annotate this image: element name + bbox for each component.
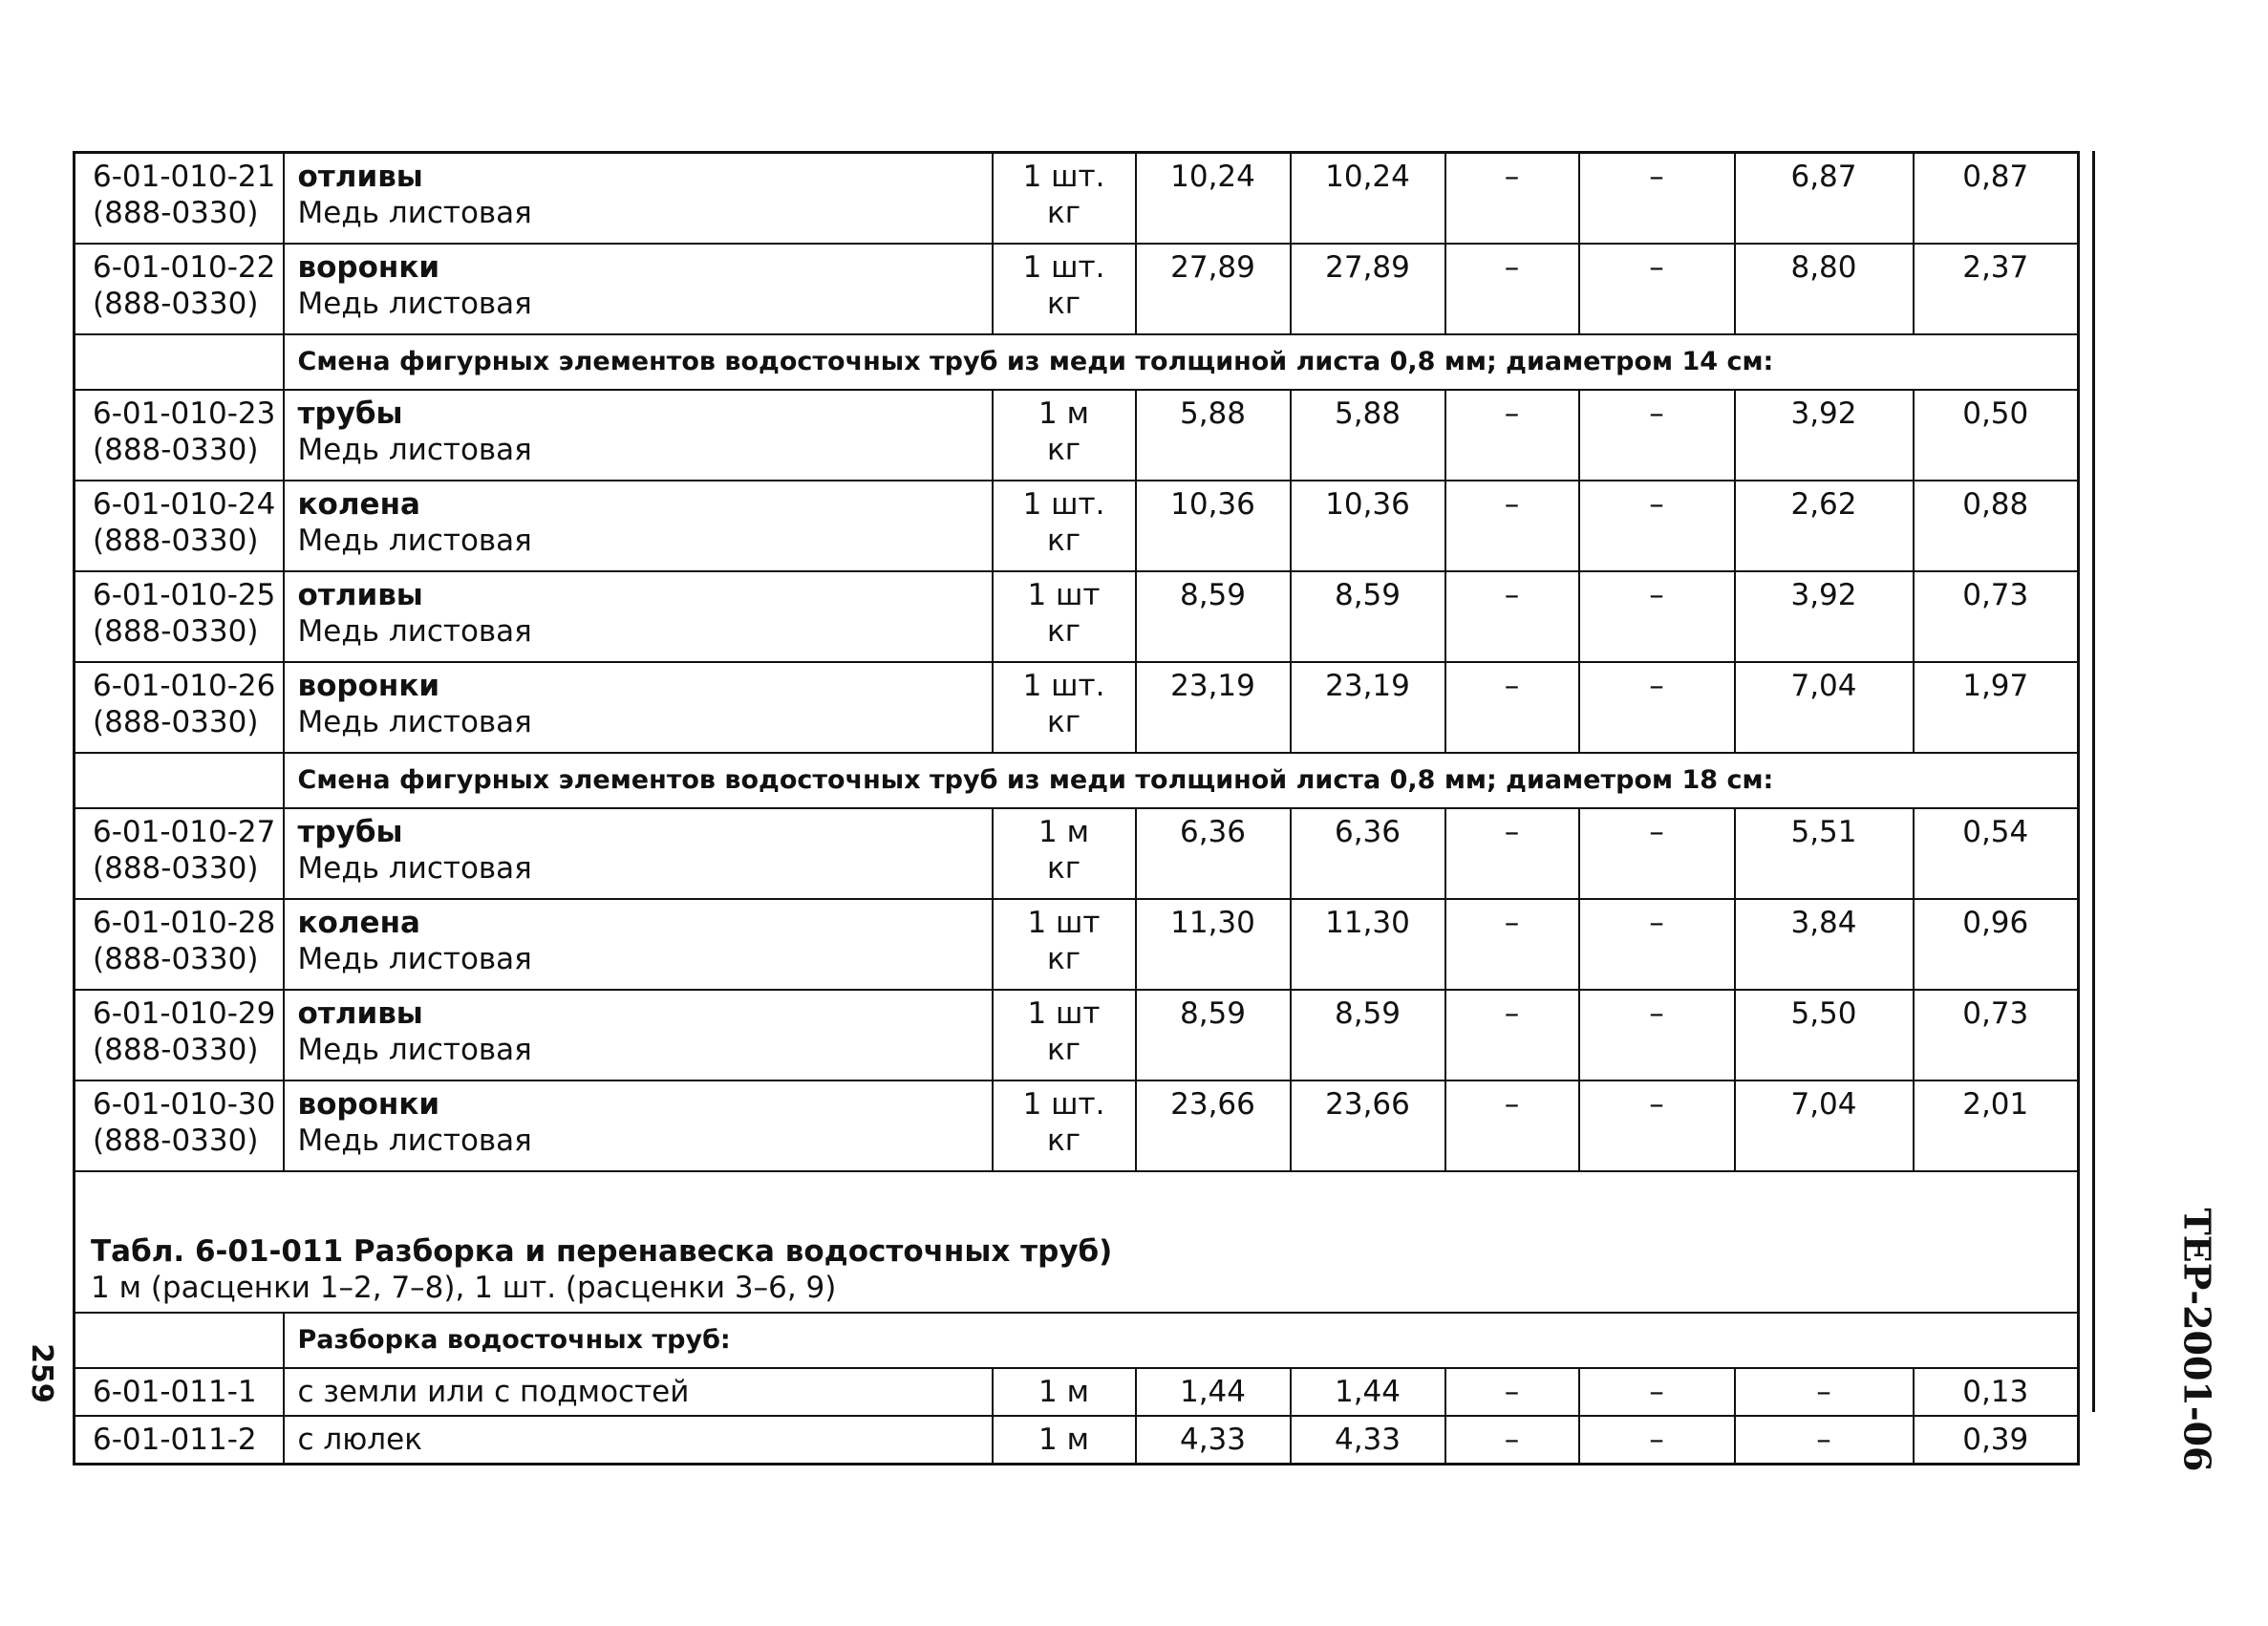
unit-material: кг bbox=[1046, 705, 1081, 739]
unit: 1 м bbox=[1038, 815, 1089, 849]
value-cell-c1 bbox=[1136, 990, 1291, 1080]
code-cell bbox=[75, 662, 284, 753]
value-c5: 5,50 bbox=[1790, 996, 1857, 1031]
value-cell-c5 bbox=[1735, 808, 1914, 899]
resource-code: (888-0330) bbox=[93, 1123, 259, 1158]
table-row bbox=[75, 990, 2079, 1080]
rate-code: 6-01-010-29 bbox=[93, 996, 276, 1031]
value-c5: – bbox=[1816, 1375, 1831, 1409]
value-c2: 8,59 bbox=[1334, 996, 1401, 1031]
rate-code: 6-01-010-26 bbox=[93, 669, 276, 703]
resource-code: (888-0330) bbox=[93, 524, 259, 558]
value-cell-c3 bbox=[1445, 390, 1579, 481]
value-cell-c4 bbox=[1579, 662, 1735, 753]
side-rule bbox=[2092, 151, 2095, 1412]
value-c1: 11,30 bbox=[1170, 906, 1255, 940]
table-title-row bbox=[75, 1171, 2079, 1313]
unit: 1 шт bbox=[1027, 578, 1101, 612]
value-c2: 4,33 bbox=[1334, 1423, 1401, 1457]
value-cell-c1 bbox=[1136, 1080, 1291, 1171]
value-cell-c4 bbox=[1579, 390, 1735, 481]
unit-cell bbox=[993, 662, 1136, 753]
value-c4: – bbox=[1649, 906, 1664, 940]
section-heading-text: Смена фигурных элементов водосточных труб из меди толщиной листа 0,8 мм; диаметром 14 см: bbox=[297, 347, 1774, 376]
material-name: Медь листовая bbox=[297, 196, 532, 230]
material-name: Медь листовая bbox=[297, 524, 532, 558]
name-cell bbox=[284, 808, 993, 899]
value-cell-c1 bbox=[1136, 244, 1291, 334]
value-cell-c5 bbox=[1735, 990, 1914, 1080]
name-cell bbox=[284, 571, 993, 662]
price-table bbox=[73, 151, 2080, 1466]
code-cell bbox=[75, 390, 284, 481]
value-c4: – bbox=[1649, 669, 1664, 703]
unit-material: кг bbox=[1046, 196, 1081, 230]
material-name: Медь листовая bbox=[297, 705, 532, 739]
value-cell-c6 bbox=[1914, 390, 2079, 481]
value-c2: 23,19 bbox=[1325, 669, 1410, 703]
value-cell-c4 bbox=[1579, 1416, 1735, 1465]
table-row bbox=[75, 1416, 2079, 1465]
unit-material: кг bbox=[1046, 942, 1081, 976]
code-cell bbox=[75, 1416, 284, 1465]
value-c2: 10,24 bbox=[1325, 160, 1410, 194]
value-cell-c2 bbox=[1291, 153, 1445, 245]
value-c2: 23,66 bbox=[1325, 1087, 1410, 1122]
unit-cell bbox=[993, 808, 1136, 899]
value-c1: 27,89 bbox=[1170, 250, 1255, 285]
value-c4: – bbox=[1649, 815, 1664, 849]
value-c6: 2,01 bbox=[1962, 1087, 2029, 1122]
table-row bbox=[75, 390, 2079, 481]
value-c6: 0,73 bbox=[1962, 996, 2029, 1031]
value-cell-c3 bbox=[1445, 153, 1579, 245]
unit: 1 м bbox=[1038, 396, 1089, 431]
value-cell-c6 bbox=[1914, 662, 2079, 753]
value-cell-c4 bbox=[1579, 899, 1735, 990]
value-c2: 8,59 bbox=[1334, 578, 1401, 612]
name-cell bbox=[284, 990, 993, 1080]
unit: 1 шт. bbox=[1022, 669, 1105, 703]
unit-material: кг bbox=[1046, 614, 1081, 649]
value-cell-c5 bbox=[1735, 481, 1914, 571]
table-row bbox=[75, 571, 2079, 662]
table-row bbox=[75, 153, 2079, 245]
value-c6: 0,87 bbox=[1962, 160, 2029, 194]
value-cell-c6 bbox=[1914, 1416, 2079, 1465]
value-cell-c2 bbox=[1291, 662, 1445, 753]
table-title: Табл. 6-01-011 Разборка и перенавеска водосточных труб) bbox=[91, 1234, 1113, 1269]
value-c1: 23,66 bbox=[1170, 1087, 1255, 1122]
side-title bbox=[2140, 1206, 2236, 1472]
rate-code: 6-01-011-2 bbox=[93, 1423, 257, 1457]
value-c3: – bbox=[1504, 906, 1520, 940]
resource-code: (888-0330) bbox=[93, 942, 259, 976]
value-cell-c2 bbox=[1291, 808, 1445, 899]
code-cell bbox=[75, 481, 284, 571]
value-c4: – bbox=[1649, 160, 1664, 194]
value-c4: – bbox=[1649, 250, 1664, 285]
material-name: Медь листовая bbox=[297, 1123, 532, 1158]
value-cell-c5 bbox=[1735, 153, 1914, 245]
value-cell-c2 bbox=[1291, 1080, 1445, 1171]
name-cell bbox=[284, 662, 993, 753]
value-cell-c4 bbox=[1579, 990, 1735, 1080]
material-name: Медь листовая bbox=[297, 433, 532, 467]
value-c2: 6,36 bbox=[1334, 815, 1401, 849]
value-cell-c3 bbox=[1445, 1416, 1579, 1465]
value-c6: 0,73 bbox=[1962, 578, 2029, 612]
unit-cell bbox=[993, 1368, 1136, 1416]
rate-code: 6-01-010-22 bbox=[93, 250, 276, 285]
work-name: трубы bbox=[297, 396, 403, 431]
side-title-text: ТЕР-2001-06 bbox=[2175, 1208, 2219, 1472]
value-c4: – bbox=[1649, 396, 1664, 431]
unit-material: кг bbox=[1046, 1033, 1081, 1067]
name-cell bbox=[284, 899, 993, 990]
unit: 1 шт. bbox=[1022, 160, 1105, 194]
work-name: отливы bbox=[297, 160, 423, 194]
unit-cell bbox=[993, 1416, 1136, 1465]
value-cell-c3 bbox=[1445, 899, 1579, 990]
value-c3: – bbox=[1504, 487, 1520, 522]
table-row bbox=[75, 1080, 2079, 1171]
name-cell bbox=[284, 1416, 993, 1465]
value-cell-c5 bbox=[1735, 1416, 1914, 1465]
value-cell-c6 bbox=[1914, 1080, 2079, 1171]
code-cell bbox=[75, 1080, 284, 1171]
value-cell-c6 bbox=[1914, 990, 2079, 1080]
value-c4: – bbox=[1649, 996, 1664, 1031]
value-c3: – bbox=[1504, 160, 1520, 194]
value-cell-c5 bbox=[1735, 390, 1914, 481]
value-c1: 23,19 bbox=[1170, 669, 1255, 703]
name-cell bbox=[284, 1368, 993, 1416]
section-heading bbox=[284, 1313, 2079, 1368]
page-number-text: 259 bbox=[24, 1343, 58, 1403]
work-description: с земли или с подмостей bbox=[297, 1375, 690, 1409]
unit-material: кг bbox=[1046, 851, 1081, 886]
name-cell bbox=[284, 1080, 993, 1171]
resource-code: (888-0330) bbox=[93, 1033, 259, 1067]
empty-code-cell bbox=[75, 334, 284, 390]
unit-cell bbox=[993, 1080, 1136, 1171]
work-name: отливы bbox=[297, 578, 423, 612]
value-cell-c6 bbox=[1914, 244, 2079, 334]
value-cell-c4 bbox=[1579, 1368, 1735, 1416]
work-name: отливы bbox=[297, 996, 423, 1031]
unit-cell bbox=[993, 990, 1136, 1080]
resource-code: (888-0330) bbox=[93, 851, 259, 886]
value-cell-c2 bbox=[1291, 1416, 1445, 1465]
work-name: воронки bbox=[297, 1087, 440, 1122]
rate-code: 6-01-010-23 bbox=[93, 396, 276, 431]
value-cell-c2 bbox=[1291, 1368, 1445, 1416]
work-name: трубы bbox=[297, 815, 403, 849]
name-cell bbox=[284, 244, 993, 334]
value-c5: 6,87 bbox=[1790, 160, 1857, 194]
code-cell bbox=[75, 153, 284, 245]
work-description: с люлек bbox=[297, 1423, 422, 1457]
material-name: Медь листовая bbox=[297, 942, 532, 976]
value-c3: – bbox=[1504, 396, 1520, 431]
value-c5: 3,84 bbox=[1790, 906, 1857, 940]
page-number bbox=[11, 1343, 69, 1403]
resource-code: (888-0330) bbox=[93, 196, 259, 230]
value-cell-c5 bbox=[1735, 571, 1914, 662]
value-c5: 7,04 bbox=[1790, 669, 1857, 703]
value-cell-c5 bbox=[1735, 244, 1914, 334]
rate-code: 6-01-010-30 bbox=[93, 1087, 276, 1122]
unit-cell bbox=[993, 899, 1136, 990]
value-cell-c5 bbox=[1735, 1080, 1914, 1171]
table-body bbox=[75, 153, 2079, 1465]
unit: 1 шт bbox=[1027, 996, 1101, 1031]
unit-cell bbox=[993, 153, 1136, 245]
value-cell-c5 bbox=[1735, 1368, 1914, 1416]
value-c1: 6,36 bbox=[1179, 815, 1247, 849]
work-name: колена bbox=[297, 906, 420, 940]
value-cell-c2 bbox=[1291, 481, 1445, 571]
value-c1: 4,33 bbox=[1179, 1423, 1247, 1457]
section-heading bbox=[284, 334, 2079, 390]
unit: 1 шт. bbox=[1022, 1087, 1105, 1122]
table-row bbox=[75, 662, 2079, 753]
value-c5: 7,04 bbox=[1790, 1087, 1857, 1122]
name-cell bbox=[284, 153, 993, 245]
value-c3: – bbox=[1504, 815, 1520, 849]
unit: 1 шт. bbox=[1022, 250, 1105, 285]
value-cell-c1 bbox=[1136, 1368, 1291, 1416]
resource-code: (888-0330) bbox=[93, 287, 259, 321]
value-cell-c1 bbox=[1136, 390, 1291, 481]
empty-code-cell bbox=[75, 1313, 284, 1368]
value-c4: – bbox=[1649, 1423, 1664, 1457]
table-row bbox=[75, 481, 2079, 571]
value-cell-c2 bbox=[1291, 390, 1445, 481]
table-units: 1 м (расценки 1–2, 7–8), 1 шт. (расценки 3–6, 9) bbox=[91, 1271, 837, 1305]
value-c1: 5,88 bbox=[1179, 396, 1247, 431]
value-c6: 0,50 bbox=[1962, 396, 2029, 431]
value-c2: 5,88 bbox=[1334, 396, 1401, 431]
value-c4: – bbox=[1649, 1087, 1664, 1122]
value-cell-c4 bbox=[1579, 808, 1735, 899]
value-cell-c3 bbox=[1445, 662, 1579, 753]
resource-code: (888-0330) bbox=[93, 433, 259, 467]
value-cell-c4 bbox=[1579, 244, 1735, 334]
value-cell-c1 bbox=[1136, 481, 1291, 571]
code-cell bbox=[75, 1368, 284, 1416]
value-c6: 0,88 bbox=[1962, 487, 2029, 522]
value-c6: 1,97 bbox=[1962, 669, 2029, 703]
value-cell-c6 bbox=[1914, 1368, 2079, 1416]
value-c2: 10,36 bbox=[1325, 487, 1410, 522]
unit-material: кг bbox=[1046, 433, 1081, 467]
table-row bbox=[75, 808, 2079, 899]
code-cell bbox=[75, 808, 284, 899]
rate-code: 6-01-010-25 bbox=[93, 578, 276, 612]
code-cell bbox=[75, 571, 284, 662]
value-cell-c1 bbox=[1136, 153, 1291, 245]
section-heading-row bbox=[75, 753, 2079, 808]
value-c3: – bbox=[1504, 1375, 1520, 1409]
section-heading bbox=[284, 753, 2079, 808]
value-c4: – bbox=[1649, 578, 1664, 612]
value-cell-c2 bbox=[1291, 899, 1445, 990]
value-cell-c6 bbox=[1914, 153, 2079, 245]
value-c1: 10,24 bbox=[1170, 160, 1255, 194]
unit: 1 м bbox=[1038, 1375, 1089, 1409]
value-cell-c3 bbox=[1445, 1080, 1579, 1171]
value-c5: 2,62 bbox=[1790, 487, 1857, 522]
unit: 1 шт. bbox=[1022, 487, 1105, 522]
value-cell-c2 bbox=[1291, 990, 1445, 1080]
value-c3: – bbox=[1504, 578, 1520, 612]
table-row bbox=[75, 244, 2079, 334]
value-cell-c1 bbox=[1136, 808, 1291, 899]
value-cell-c1 bbox=[1136, 899, 1291, 990]
value-cell-c6 bbox=[1914, 808, 2079, 899]
unit-material: кг bbox=[1046, 1123, 1081, 1158]
code-cell bbox=[75, 899, 284, 990]
value-cell-c1 bbox=[1136, 662, 1291, 753]
value-cell-c3 bbox=[1445, 990, 1579, 1080]
work-name: воронки bbox=[297, 669, 440, 703]
value-cell-c2 bbox=[1291, 571, 1445, 662]
value-c5: 3,92 bbox=[1790, 396, 1857, 431]
name-cell bbox=[284, 390, 993, 481]
value-c5: 5,51 bbox=[1790, 815, 1857, 849]
section-heading-row bbox=[75, 1313, 2079, 1368]
section-heading-row bbox=[75, 334, 2079, 390]
section-heading-text: Смена фигурных элементов водосточных труб из меди толщиной листа 0,8 мм; диаметром 18 см: bbox=[297, 765, 1774, 795]
value-cell-c3 bbox=[1445, 571, 1579, 662]
unit-cell bbox=[993, 390, 1136, 481]
table-title-cell bbox=[75, 1171, 2079, 1313]
work-name: колена bbox=[297, 487, 420, 522]
material-name: Медь листовая bbox=[297, 1033, 532, 1067]
value-cell-c6 bbox=[1914, 481, 2079, 571]
unit-cell bbox=[993, 481, 1136, 571]
value-c6: 0,13 bbox=[1962, 1375, 2029, 1409]
value-c6: 0,96 bbox=[1962, 906, 2029, 940]
value-c5: 3,92 bbox=[1790, 578, 1857, 612]
value-c4: – bbox=[1649, 487, 1664, 522]
value-c1: 8,59 bbox=[1179, 578, 1247, 612]
material-name: Медь листовая bbox=[297, 614, 532, 649]
code-cell bbox=[75, 244, 284, 334]
value-cell-c4 bbox=[1579, 1080, 1735, 1171]
unit-material: кг bbox=[1046, 524, 1081, 558]
resource-code: (888-0330) bbox=[93, 705, 259, 739]
rate-code: 6-01-010-21 bbox=[93, 160, 276, 194]
empty-code-cell bbox=[75, 753, 284, 808]
unit-material: кг bbox=[1046, 287, 1081, 321]
value-c2: 11,30 bbox=[1325, 906, 1410, 940]
work-name: воронки bbox=[297, 250, 440, 285]
value-cell-c4 bbox=[1579, 153, 1735, 245]
rate-code: 6-01-010-28 bbox=[93, 906, 276, 940]
table-row bbox=[75, 899, 2079, 990]
value-c4: – bbox=[1649, 1375, 1664, 1409]
value-c3: – bbox=[1504, 1423, 1520, 1457]
rate-code: 6-01-010-27 bbox=[93, 815, 276, 849]
value-c3: – bbox=[1504, 1087, 1520, 1122]
value-cell-c1 bbox=[1136, 571, 1291, 662]
value-cell-c3 bbox=[1445, 244, 1579, 334]
value-cell-c3 bbox=[1445, 1368, 1579, 1416]
value-c3: – bbox=[1504, 250, 1520, 285]
value-cell-c4 bbox=[1579, 481, 1735, 571]
value-c6: 0,54 bbox=[1962, 815, 2029, 849]
value-cell-c3 bbox=[1445, 481, 1579, 571]
resource-code: (888-0330) bbox=[93, 614, 259, 649]
value-c1: 10,36 bbox=[1170, 487, 1255, 522]
code-cell bbox=[75, 990, 284, 1080]
value-cell-c3 bbox=[1445, 808, 1579, 899]
value-c5: 8,80 bbox=[1790, 250, 1857, 285]
value-cell-c5 bbox=[1735, 662, 1914, 753]
value-cell-c6 bbox=[1914, 571, 2079, 662]
value-c6: 0,39 bbox=[1962, 1423, 2029, 1457]
value-cell-c1 bbox=[1136, 1416, 1291, 1465]
value-c1: 1,44 bbox=[1179, 1375, 1247, 1409]
value-c3: – bbox=[1504, 996, 1520, 1031]
value-c5: – bbox=[1816, 1423, 1831, 1457]
material-name: Медь листовая bbox=[297, 287, 532, 321]
material-name: Медь листовая bbox=[297, 851, 532, 886]
value-c1: 8,59 bbox=[1179, 996, 1247, 1031]
value-cell-c6 bbox=[1914, 899, 2079, 990]
value-cell-c4 bbox=[1579, 571, 1735, 662]
table-row bbox=[75, 1368, 2079, 1416]
rate-code: 6-01-010-24 bbox=[93, 487, 276, 522]
section-heading-text: Разборка водосточных труб: bbox=[297, 1325, 731, 1355]
value-cell-c5 bbox=[1735, 899, 1914, 990]
value-c3: – bbox=[1504, 669, 1520, 703]
value-c2: 27,89 bbox=[1325, 250, 1410, 285]
value-c2: 1,44 bbox=[1334, 1375, 1401, 1409]
value-cell-c2 bbox=[1291, 244, 1445, 334]
unit: 1 шт bbox=[1027, 906, 1101, 940]
unit: 1 м bbox=[1038, 1423, 1089, 1457]
unit-cell bbox=[993, 571, 1136, 662]
unit-cell bbox=[993, 244, 1136, 334]
rate-code: 6-01-011-1 bbox=[93, 1375, 257, 1409]
value-c6: 2,37 bbox=[1962, 250, 2029, 285]
name-cell bbox=[284, 481, 993, 571]
